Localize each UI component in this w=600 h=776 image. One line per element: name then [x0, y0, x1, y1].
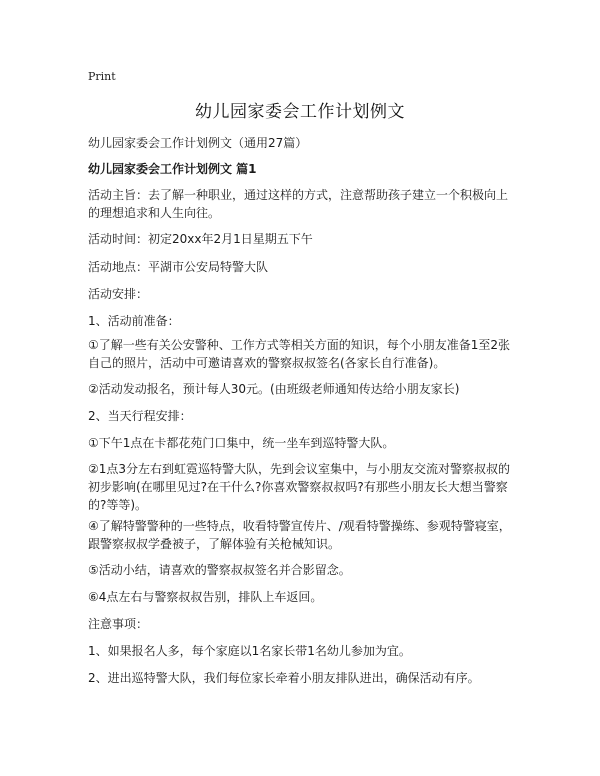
- paragraph-schedule-5: ⑤活动小结，请喜欢的警察叔叔签名并合影留念。: [88, 563, 351, 577]
- paragraph-schedule-6: ⑥4点左右与警察叔叔告别，排队上车返回。: [88, 590, 323, 604]
- paragraph-notes-heading: 注意事项：: [88, 617, 149, 631]
- paragraph-purpose: 活动主旨：去了解一种职业，通过这样的方式，注意帮助孩子建立一个积极向上的理想追求和人生向往。: [88, 188, 509, 220]
- section-heading: 幼儿园家委会工作计划例文 篇1: [88, 162, 257, 176]
- document-subtitle: 幼儿园家委会工作计划例文（通用27篇）: [88, 136, 308, 150]
- paragraph-note-1: 1、如果报名人多，每个家庭以1名家长带1名幼儿参加为宜。: [88, 644, 411, 658]
- paragraph-preparation-heading: 1、活动前准备：: [88, 314, 180, 328]
- paragraph-location: 活动地点：平湖市公安局特警大队: [88, 260, 269, 274]
- paragraph-schedule-4: ④了解特警警种的一些特点，收看特警宣传片、/观看特警操练、参观特警寝室，跟警察叔叔学叠被子，了解体验有关枪械知识。: [88, 519, 511, 551]
- paragraph-preparation-1: ①了解一些有关公安警种、工作方式等相关方面的知识，每个小朋友准备1至2张自己的照片，活动中可邀请喜欢的警察叔叔签名(各家长自行准备)。: [88, 338, 511, 370]
- print-label[interactable]: Print: [88, 70, 116, 83]
- paragraph-schedule-1: ①下午1点在卡都花苑门口集中，统一坐车到巡特警大队。: [88, 436, 395, 450]
- paragraph-preparation-2: ②活动发动报名，预计每人30元。(由班级老师通知传达给小朋友家长): [88, 382, 460, 396]
- paragraph-note-2: 2、进出巡特警大队，我们每位家长牵着小朋友排队进出，确保活动有序。: [88, 671, 480, 685]
- paragraph-time: 活动时间：初定20xx年2月1日星期五下午: [88, 232, 313, 246]
- paragraph-schedule-heading: 2、当天行程安排：: [88, 409, 192, 423]
- paragraph-schedule-2: ②1点3分左右到虹霓巡特警大队，先到会议室集中，与小朋友交流对警察叔叔的初步影响(在哪里见过?在干什么?你喜欢警察叔叔吗?有那些小朋友长大想当警察的?等等)。: [88, 462, 511, 512]
- paragraph-arrangement: 活动安排：: [88, 287, 149, 301]
- document-title: 幼儿园家委会工作计划例文: [195, 102, 405, 122]
